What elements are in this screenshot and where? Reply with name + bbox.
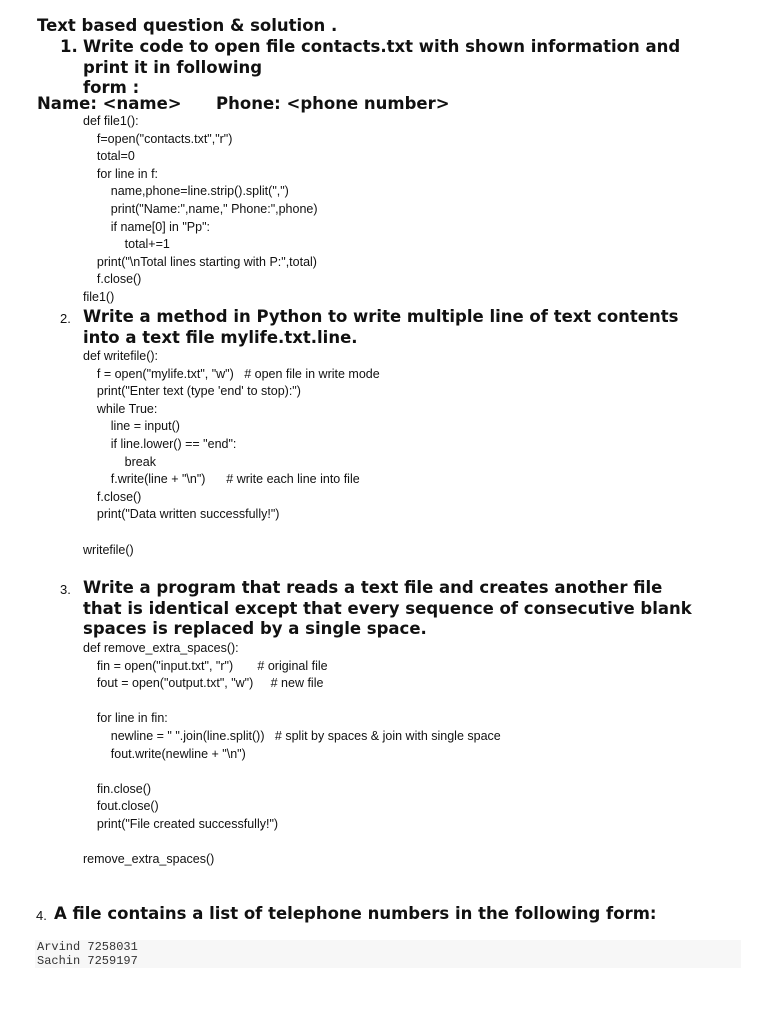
code-line: total+=1 xyxy=(83,237,170,252)
code-line xyxy=(83,834,501,852)
code-line: if name[0] in "Pp": xyxy=(83,219,210,234)
code-line xyxy=(83,693,501,711)
question-2-text xyxy=(83,307,743,348)
question-4-number: 4. xyxy=(36,908,47,923)
code-line: def remove_extra_spaces(): xyxy=(83,641,239,655)
question-2-code xyxy=(83,348,380,559)
code-line: newline = " ".join(line.split()) # split by spaces & join with single space xyxy=(83,728,501,743)
code-line: writefile() xyxy=(83,542,134,557)
sample-data-block xyxy=(35,940,741,968)
code-line: name,phone=line.strip().split(",") xyxy=(83,184,289,199)
question-1-line: print it in following xyxy=(83,57,263,77)
question-3-line: that is identical except that every sequence of consecutive blank xyxy=(83,598,692,618)
code-line: for line in f: xyxy=(83,166,159,181)
code-line: break xyxy=(83,454,156,469)
code-line: total=0 xyxy=(83,149,135,164)
code-line: print("Enter text (type 'end' to stop):") xyxy=(83,384,301,399)
code-line: print("File created successfully!") xyxy=(83,816,279,831)
question-3-code xyxy=(83,640,501,869)
question-3-number: 3. xyxy=(60,582,71,597)
question-1-output-format: Name: <name> Phone: <phone number> xyxy=(37,94,450,113)
question-4-text xyxy=(54,904,714,925)
code-line: f.close() xyxy=(83,272,142,287)
code-line: while True: xyxy=(83,401,158,416)
code-line: line = input() xyxy=(83,419,180,434)
question-3-text xyxy=(83,578,743,640)
code-line: fout = open("output.txt", "w") # new file xyxy=(83,676,324,691)
code-line: if line.lower() == "end": xyxy=(83,436,237,451)
code-line: print("\nTotal lines starting with P:",total) xyxy=(83,254,317,269)
code-line: for line in fin: xyxy=(83,711,168,726)
question-4-line: A file contains a list of telephone numbers in the following form: xyxy=(54,904,657,923)
question-1-number: 1. xyxy=(60,37,78,56)
question-3-line: spaces is replaced by a single space. xyxy=(83,619,427,638)
question-1-line: Write code to open file contacts.txt with shown information and xyxy=(83,37,681,56)
code-line: f = open("mylife.txt", "w") # open file in write mode xyxy=(83,366,380,381)
code-line: print("Name:",name," Phone:",phone) xyxy=(83,201,318,216)
code-line xyxy=(83,763,501,781)
code-line: def file1(): xyxy=(83,114,139,128)
code-line: print("Data written successfully!") xyxy=(83,507,280,522)
code-line: f.close() xyxy=(83,489,142,504)
code-line: f=open("contacts.txt","r") xyxy=(83,131,233,146)
code-line: fout.write(newline + "\n") xyxy=(83,746,246,761)
sample-line: Arvind 7258031 xyxy=(37,940,138,954)
document-title: Text based question & solution . xyxy=(37,16,338,35)
code-line: fin.close() xyxy=(83,781,152,796)
code-line: f.write(line + "\n") # write each line into file xyxy=(83,472,360,487)
question-2-number: 2. xyxy=(60,311,71,326)
code-line: fin = open("input.txt", "r") # original file xyxy=(83,658,328,673)
question-1-code xyxy=(83,113,318,307)
code-line: fout.close() xyxy=(83,799,159,814)
question-3-line: Write a program that reads a text file and creates another file xyxy=(83,578,663,597)
question-1-text xyxy=(83,37,743,99)
sample-line: Sachin 7259197 xyxy=(37,954,138,968)
code-line xyxy=(83,524,380,542)
code-line: file1() xyxy=(83,289,115,304)
question-1-line: form : xyxy=(83,78,140,97)
code-line: remove_extra_spaces() xyxy=(83,852,215,867)
question-2-line: into a text file mylife.txt.line. xyxy=(83,327,358,347)
code-line: def writefile(): xyxy=(83,349,159,363)
question-2-line: Write a method in Python to write multiple line of text contents xyxy=(83,307,679,326)
